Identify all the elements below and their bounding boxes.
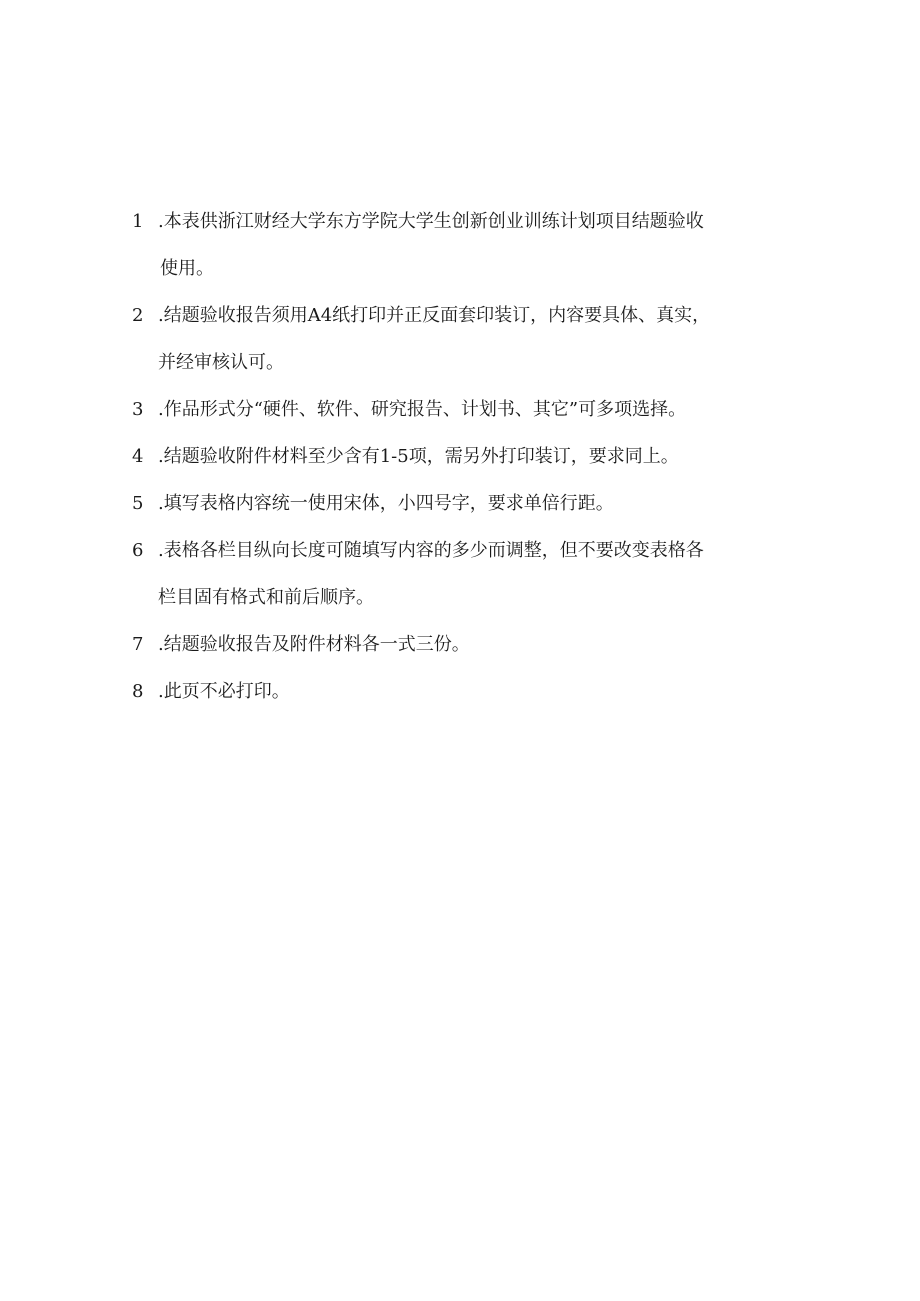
- instruction-line: 栏目固有格式和前后顺序。: [158, 587, 374, 608]
- spacer: [132, 286, 782, 299]
- instruction-item-5: [132, 487, 782, 521]
- instruction-number: 2: [132, 305, 144, 326]
- spacer: [132, 521, 782, 534]
- instruction-text: [158, 675, 782, 709]
- instruction-item-3: [132, 393, 782, 427]
- instruction-text: [158, 440, 782, 474]
- instruction-line: .表格各栏目纵向长度可随填写内容的多少而调整，但不要改变表格各: [158, 540, 704, 561]
- instruction-item-1: [132, 205, 782, 286]
- spacer: [132, 615, 782, 628]
- instruction-text: [158, 628, 782, 662]
- instruction-item-8: [132, 675, 782, 709]
- instruction-line: .作品形式分“硬件、软件、研究报告、计划书、其它”可多项选择。: [158, 399, 687, 420]
- instruction-text: [158, 534, 782, 615]
- spacer: [132, 662, 782, 675]
- instruction-text: [158, 487, 782, 521]
- instruction-line: 并经审核认可。: [158, 352, 284, 373]
- spacer: [132, 380, 782, 393]
- instruction-number: 8: [132, 681, 144, 702]
- instruction-number: 1: [132, 211, 144, 232]
- spacer: [132, 427, 782, 440]
- instruction-item-2: [132, 299, 782, 380]
- instruction-item-7: [132, 628, 782, 662]
- instruction-number: 7: [132, 634, 144, 655]
- instruction-number: 3: [132, 399, 144, 420]
- instruction-text: [158, 299, 782, 380]
- instruction-text: [158, 205, 782, 286]
- instruction-item-4: [132, 440, 782, 474]
- instruction-line: .本表供浙江财经大学东方学院大学生创新创业训练计划项目结题验收: [158, 211, 704, 232]
- instruction-line: .填写表格内容统一使用宋体，小四号字，要求单倍行距。: [158, 493, 614, 514]
- instruction-line: .结题验收报告及附件材料各一式三份。: [158, 634, 470, 655]
- instructions-list: [132, 205, 782, 709]
- instruction-text: [158, 393, 782, 427]
- instruction-number: 5: [132, 493, 144, 514]
- instruction-line: .结题验收报告须用A4纸打印并正反面套印装订，内容要具体、真实，: [158, 305, 711, 326]
- instruction-line: 使用。: [160, 258, 214, 279]
- instruction-item-6: [132, 534, 782, 615]
- instruction-line: .此页不必打印。: [158, 681, 290, 702]
- instruction-number: 6: [132, 540, 144, 561]
- spacer: [132, 474, 782, 487]
- instruction-number: 4: [132, 446, 144, 467]
- instruction-line: .结题验收附件材料至少含有1-5项，需另外打印装订，要求同上。: [158, 446, 679, 467]
